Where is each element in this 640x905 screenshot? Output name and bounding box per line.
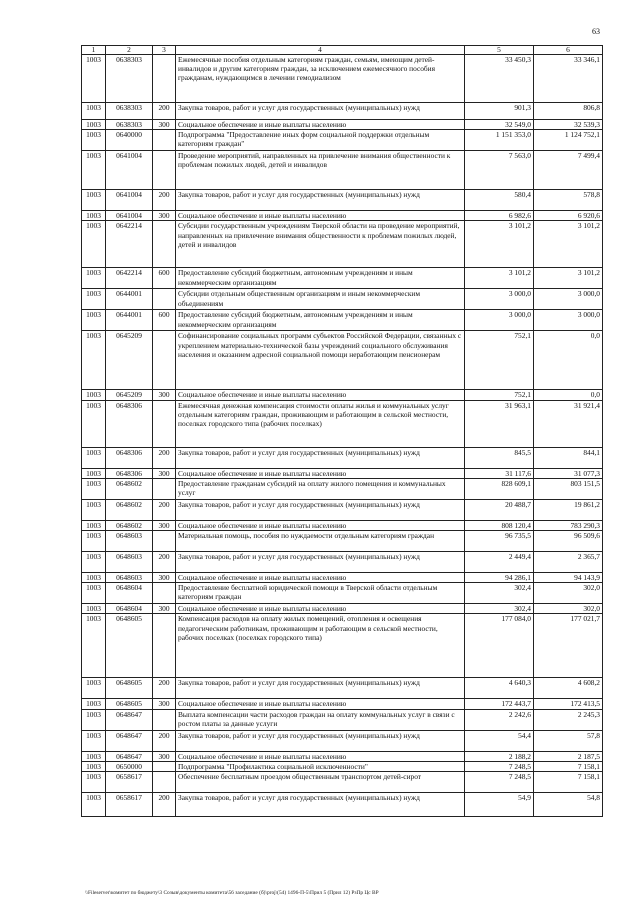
expense-type-code — [153, 761, 176, 771]
executed-amount: 33 346,1 — [534, 55, 603, 103]
target-code: 0645209 — [106, 331, 153, 390]
planned-amount: 3 101,2 — [465, 268, 534, 289]
expense-type-code: 200 — [153, 190, 176, 211]
planned-amount: 2 188,2 — [465, 751, 534, 761]
section-code: 1003 — [82, 583, 106, 604]
executed-amount: 177 021,7 — [534, 614, 603, 678]
column-header: 1 — [82, 46, 106, 55]
executed-amount: 2 187,5 — [534, 751, 603, 761]
expense-type-code: 300 — [153, 699, 176, 709]
table-row — [82, 310, 603, 331]
expense-type-code — [153, 55, 176, 103]
target-code: 0638303 — [106, 120, 153, 130]
table-row — [82, 761, 603, 771]
target-code: 0648604 — [106, 604, 153, 614]
expense-type-code: 200 — [153, 678, 176, 699]
table-row — [82, 604, 603, 614]
expense-type-code: 200 — [153, 730, 176, 751]
item-description: Социальное обеспечение и иные выплаты населению — [176, 520, 465, 530]
planned-amount: 901,3 — [465, 103, 534, 120]
executed-amount: 172 413,5 — [534, 699, 603, 709]
expense-type-code — [153, 130, 176, 151]
item-description: Закупка товаров, работ и услуг для государственных (муниципальных) нужд — [176, 552, 465, 573]
expense-type-code — [153, 772, 176, 793]
section-code: 1003 — [82, 499, 106, 520]
item-description: Предоставление бесплатной юридической помощи в Тверской области отдельным категориям граждан — [176, 583, 465, 604]
table-row — [82, 573, 603, 583]
executed-amount: 3 000,0 — [534, 310, 603, 331]
planned-amount: 33 450,3 — [465, 55, 534, 103]
target-code: 0648602 — [106, 499, 153, 520]
section-code: 1003 — [82, 552, 106, 573]
target-code: 0644001 — [106, 310, 153, 331]
item-description: Закупка товаров, работ и услуг для государственных (муниципальных) нужд — [176, 447, 465, 468]
item-description: Социальное обеспечение и иные выплаты населению — [176, 573, 465, 583]
target-code: 0648603 — [106, 531, 153, 552]
item-description: Материальная помощь, пособия по нуждаемости отдельным категориям граждан — [176, 531, 465, 552]
planned-amount: 7 248,5 — [465, 772, 534, 793]
target-code: 0648605 — [106, 678, 153, 699]
expense-type-code: 200 — [153, 552, 176, 573]
executed-amount: 2 365,7 — [534, 552, 603, 573]
table-row — [82, 678, 603, 699]
item-description: Социальное обеспечение и иные выплаты населению — [176, 120, 465, 130]
planned-amount: 828 609,1 — [465, 478, 534, 499]
executed-amount: 32 539,3 — [534, 120, 603, 130]
executed-amount: 302,0 — [534, 583, 603, 604]
planned-amount: 177 084,0 — [465, 614, 534, 678]
page-number: 63 — [592, 27, 600, 36]
item-description: Закупка товаров, работ и услуг для государственных (муниципальных) нужд — [176, 190, 465, 211]
item-description: Подпрограмма "Профилактика социальной исключенности" — [176, 761, 465, 771]
item-description: Компенсация расходов на оплату жилых помещений, отопления и освещения педагогическим работникам, проживающим и работающим в сельской местности, рабочих поселках (поселках городского типа) — [176, 614, 465, 678]
planned-amount: 2 449,4 — [465, 552, 534, 573]
table-row — [82, 793, 603, 817]
planned-amount: 808 120,4 — [465, 520, 534, 530]
target-code: 0644001 — [106, 289, 153, 310]
planned-amount: 7 563,0 — [465, 151, 534, 190]
executed-amount: 31 077,3 — [534, 468, 603, 478]
executed-amount: 1 124 752,1 — [534, 130, 603, 151]
section-code: 1003 — [82, 103, 106, 120]
column-header: 5 — [465, 46, 534, 55]
planned-amount: 4 640,3 — [465, 678, 534, 699]
planned-amount: 31 117,6 — [465, 468, 534, 478]
planned-amount: 54,9 — [465, 793, 534, 817]
table-row — [82, 55, 603, 103]
item-description: Субсидии отдельным общественным организациям и иным некоммерческим объединениям — [176, 289, 465, 310]
expense-type-code — [153, 331, 176, 390]
planned-amount: 31 963,1 — [465, 400, 534, 447]
planned-amount: 302,4 — [465, 604, 534, 614]
executed-amount: 96 509,6 — [534, 531, 603, 552]
table-row — [82, 211, 603, 221]
executed-amount: 3 101,2 — [534, 221, 603, 268]
item-description: Закупка товаров, работ и услуг для государственных (муниципальных) нужд — [176, 730, 465, 751]
table-row — [82, 499, 603, 520]
target-code: 0648602 — [106, 520, 153, 530]
expense-type-code: 300 — [153, 604, 176, 614]
item-description: Ежемесячная денежная компенсация стоимости оплаты жилья и коммунальных услуг отдельным категориям граждан, проживающим и работающим в сельской местности, поселках городского типа (рабочих поселках) — [176, 400, 465, 447]
table-row — [82, 390, 603, 400]
item-description: Социальное обеспечение и иные выплаты населению — [176, 211, 465, 221]
target-code: 0648306 — [106, 447, 153, 468]
executed-amount: 578,8 — [534, 190, 603, 211]
target-code: 0642214 — [106, 221, 153, 268]
planned-amount: 6 982,6 — [465, 211, 534, 221]
executed-amount: 57,8 — [534, 730, 603, 751]
planned-amount: 54,4 — [465, 730, 534, 751]
table-row — [82, 478, 603, 499]
item-description: Ежемесячные пособия отдельным категориям граждан, семьям, имеющим детей-инвалидов и другим категориям граждан, за исключением ежемесячного пособия гражданам, нуждающимся в лечении гемодиализом — [176, 55, 465, 103]
table-row — [82, 120, 603, 130]
item-description: Закупка товаров, работ и услуг для государственных (муниципальных) нужд — [176, 793, 465, 817]
table-row — [82, 583, 603, 604]
executed-amount: 783 290,3 — [534, 520, 603, 530]
expense-type-code — [153, 478, 176, 499]
table-row — [82, 447, 603, 468]
expense-type-code: 200 — [153, 499, 176, 520]
table-row — [82, 709, 603, 730]
expense-type-code: 300 — [153, 751, 176, 761]
target-code: 0642214 — [106, 268, 153, 289]
planned-amount: 94 286,1 — [465, 573, 534, 583]
section-code: 1003 — [82, 478, 106, 499]
file-path-footer: \\Fileserver\комитет по бюджету\3 Созыв\документы комитета\56 заседание (б)\proj\(54) 1496-П-5\Прил 5 (Прил 12) РзПр Цс ВР — [85, 890, 379, 896]
expense-type-code: 600 — [153, 268, 176, 289]
column-number-header-row — [82, 46, 603, 55]
item-description: Социальное обеспечение и иные выплаты населению — [176, 751, 465, 761]
table-row — [82, 730, 603, 751]
executed-amount: 3 000,0 — [534, 289, 603, 310]
section-code: 1003 — [82, 151, 106, 190]
table-row — [82, 751, 603, 761]
target-code: 0648603 — [106, 552, 153, 573]
section-code: 1003 — [82, 751, 106, 761]
item-description: Предоставление субсидий бюджетным, автономным учреждениям и иным некоммерческим организациям — [176, 268, 465, 289]
target-code: 0648647 — [106, 730, 153, 751]
section-code: 1003 — [82, 699, 106, 709]
planned-amount: 32 549,0 — [465, 120, 534, 130]
column-header: 3 — [153, 46, 176, 55]
executed-amount: 4 608,2 — [534, 678, 603, 699]
table-row — [82, 190, 603, 211]
target-code: 0648647 — [106, 751, 153, 761]
table-row — [82, 400, 603, 447]
planned-amount: 845,5 — [465, 447, 534, 468]
executed-amount: 0,0 — [534, 390, 603, 400]
target-code: 0648306 — [106, 400, 153, 447]
item-description: Софинансирование социальных программ субъектов Российской Федерации, связанных с укреплением материально-технической базы учреждений социального обслуживания населения и оказанием адресной социальной помощи неработающим пенсионерам — [176, 331, 465, 390]
column-header: 4 — [176, 46, 465, 55]
budget-expenditure-table — [81, 45, 603, 817]
table-row — [82, 468, 603, 478]
table-row — [82, 520, 603, 530]
table-row — [82, 614, 603, 678]
item-description: Проведение мероприятий, направленных на привлечение внимания общественности к проблемам пожилых людей, детей и инвалидов — [176, 151, 465, 190]
target-code: 0648602 — [106, 478, 153, 499]
target-code: 0638303 — [106, 55, 153, 103]
section-code: 1003 — [82, 468, 106, 478]
item-description: Закупка товаров, работ и услуг для государственных (муниципальных) нужд — [176, 103, 465, 120]
table-row — [82, 772, 603, 793]
executed-amount: 31 921,4 — [534, 400, 603, 447]
item-description: Выплата компенсации части расходов граждан на оплату коммунальных услуг в связи с ростом платы за данные услуги — [176, 709, 465, 730]
section-code: 1003 — [82, 531, 106, 552]
expense-type-code — [153, 151, 176, 190]
expense-type-code: 300 — [153, 468, 176, 478]
target-code: 0648604 — [106, 583, 153, 604]
executed-amount: 94 143,9 — [534, 573, 603, 583]
executed-amount: 806,8 — [534, 103, 603, 120]
planned-amount: 3 000,0 — [465, 289, 534, 310]
table-row — [82, 552, 603, 573]
section-code: 1003 — [82, 400, 106, 447]
executed-amount: 19 861,2 — [534, 499, 603, 520]
section-code: 1003 — [82, 190, 106, 211]
table-row — [82, 130, 603, 151]
expense-type-code: 300 — [153, 211, 176, 221]
expense-type-code: 200 — [153, 103, 176, 120]
executed-amount: 54,8 — [534, 793, 603, 817]
expense-type-code: 600 — [153, 310, 176, 331]
expense-type-code: 200 — [153, 447, 176, 468]
column-header: 2 — [106, 46, 153, 55]
planned-amount: 7 248,5 — [465, 761, 534, 771]
target-code: 0648647 — [106, 709, 153, 730]
target-code: 0648605 — [106, 699, 153, 709]
table-row — [82, 699, 603, 709]
section-code: 1003 — [82, 130, 106, 151]
planned-amount: 1 151 353,0 — [465, 130, 534, 151]
section-code: 1003 — [82, 221, 106, 268]
section-code: 1003 — [82, 289, 106, 310]
table-row — [82, 289, 603, 310]
section-code: 1003 — [82, 772, 106, 793]
planned-amount: 20 488,7 — [465, 499, 534, 520]
executed-amount: 302,0 — [534, 604, 603, 614]
planned-amount: 580,4 — [465, 190, 534, 211]
expense-type-code — [153, 709, 176, 730]
executed-amount: 803 151,5 — [534, 478, 603, 499]
section-code: 1003 — [82, 709, 106, 730]
section-code: 1003 — [82, 614, 106, 678]
item-description: Субсидии государственным учреждениям Тверской области на проведение мероприятий, направленных на привлечение внимания общественности к проблемам пожилых людей, детей и инвалидов — [176, 221, 465, 268]
executed-amount: 844,1 — [534, 447, 603, 468]
target-code: 0658617 — [106, 772, 153, 793]
expense-type-code — [153, 614, 176, 678]
target-code: 0638303 — [106, 103, 153, 120]
planned-amount: 302,4 — [465, 583, 534, 604]
executed-amount: 7 499,4 — [534, 151, 603, 190]
target-code: 0645209 — [106, 390, 153, 400]
executed-amount: 7 158,1 — [534, 772, 603, 793]
section-code: 1003 — [82, 211, 106, 221]
section-code: 1003 — [82, 331, 106, 390]
table-row — [82, 103, 603, 120]
section-code: 1003 — [82, 268, 106, 289]
executed-amount: 7 158,1 — [534, 761, 603, 771]
target-code: 0648605 — [106, 614, 153, 678]
planned-amount: 752,1 — [465, 390, 534, 400]
table-row — [82, 268, 603, 289]
expense-type-code — [153, 221, 176, 268]
item-description: Социальное обеспечение и иные выплаты населению — [176, 468, 465, 478]
table-row — [82, 151, 603, 190]
item-description: Предоставление субсидий бюджетным, автономным учреждениям и иным некоммерческим организациям — [176, 310, 465, 331]
expense-type-code: 300 — [153, 520, 176, 530]
item-description: Закупка товаров, работ и услуг для государственных (муниципальных) нужд — [176, 678, 465, 699]
target-code: 0650000 — [106, 761, 153, 771]
section-code: 1003 — [82, 120, 106, 130]
item-description: Подпрограмма "Предоставление иных форм социальной поддержки отдельным категориям граждан" — [176, 130, 465, 151]
expense-type-code: 200 — [153, 793, 176, 817]
table-row — [82, 221, 603, 268]
section-code: 1003 — [82, 678, 106, 699]
section-code: 1003 — [82, 390, 106, 400]
item-description: Социальное обеспечение и иные выплаты населению — [176, 604, 465, 614]
item-description: Обеспечение бесплатным проездом общественным транспортом детей-сирот — [176, 772, 465, 793]
table-row — [82, 531, 603, 552]
item-description: Социальное обеспечение и иные выплаты населению — [176, 390, 465, 400]
section-code: 1003 — [82, 447, 106, 468]
section-code: 1003 — [82, 604, 106, 614]
planned-amount: 96 735,5 — [465, 531, 534, 552]
item-description: Социальное обеспечение и иные выплаты населению — [176, 699, 465, 709]
section-code: 1003 — [82, 730, 106, 751]
target-code: 0641004 — [106, 151, 153, 190]
section-code: 1003 — [82, 520, 106, 530]
executed-amount: 3 101,2 — [534, 268, 603, 289]
section-code: 1003 — [82, 55, 106, 103]
expense-type-code: 300 — [153, 390, 176, 400]
target-code: 0648306 — [106, 468, 153, 478]
target-code: 0648603 — [106, 573, 153, 583]
target-code: 0641004 — [106, 211, 153, 221]
expense-type-code: 300 — [153, 120, 176, 130]
expense-type-code — [153, 583, 176, 604]
target-code: 0641004 — [106, 190, 153, 211]
executed-amount: 0,0 — [534, 331, 603, 390]
table-row — [82, 331, 603, 390]
expense-type-code: 300 — [153, 573, 176, 583]
section-code: 1003 — [82, 793, 106, 817]
planned-amount: 172 443,7 — [465, 699, 534, 709]
column-header: 6 — [534, 46, 603, 55]
section-code: 1003 — [82, 573, 106, 583]
item-description: Закупка товаров, работ и услуг для государственных (муниципальных) нужд — [176, 499, 465, 520]
expense-type-code — [153, 531, 176, 552]
planned-amount: 3 101,2 — [465, 221, 534, 268]
section-code: 1003 — [82, 310, 106, 331]
planned-amount: 2 242,6 — [465, 709, 534, 730]
target-code: 0658617 — [106, 793, 153, 817]
planned-amount: 3 000,0 — [465, 310, 534, 331]
section-code: 1003 — [82, 761, 106, 771]
item-description: Предоставление гражданам субсидий на оплату жилого помещения и коммунальных услуг — [176, 478, 465, 499]
executed-amount: 2 245,3 — [534, 709, 603, 730]
expense-type-code — [153, 400, 176, 447]
expense-type-code — [153, 289, 176, 310]
planned-amount: 752,1 — [465, 331, 534, 390]
target-code: 0640000 — [106, 130, 153, 151]
executed-amount: 6 920,6 — [534, 211, 603, 221]
